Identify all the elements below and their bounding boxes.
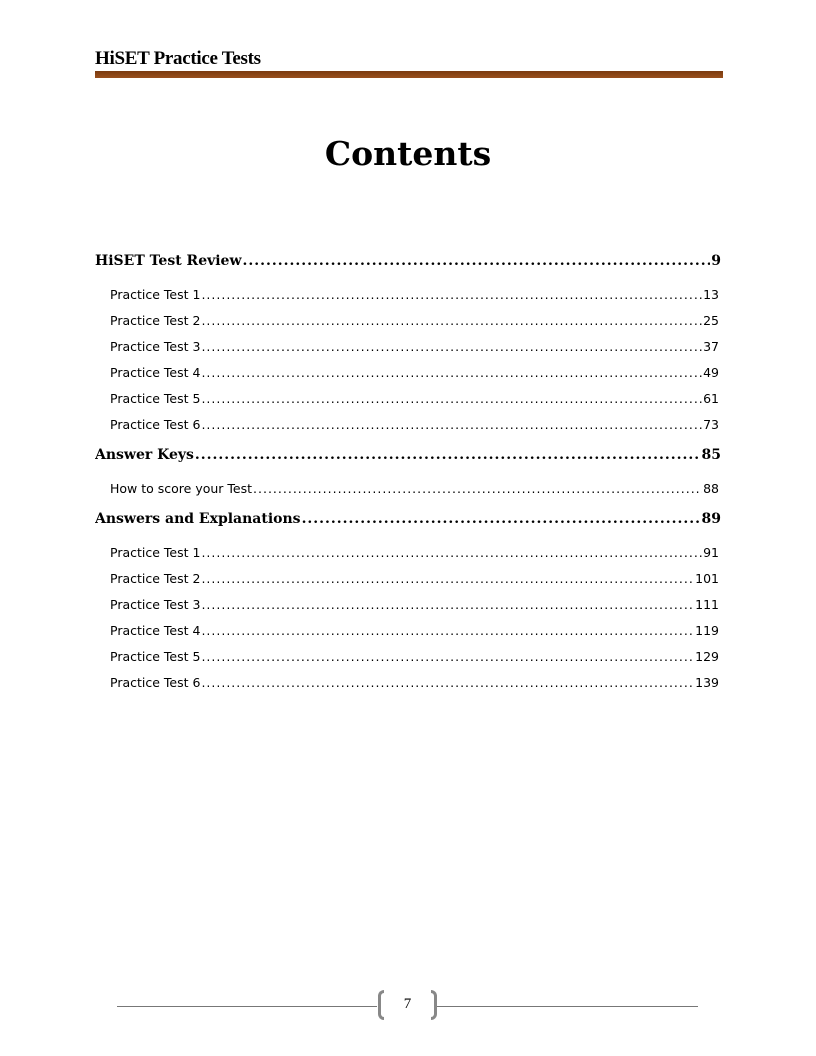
toc-entry-label: Practice Test 5	[110, 649, 201, 664]
dot-leader	[195, 444, 701, 466]
dot-leader	[201, 282, 702, 308]
toc-entry-label: Practice Test 1	[110, 545, 201, 560]
toc-entry-label: Practice Test 2	[110, 571, 201, 586]
right-bracket-icon	[431, 990, 437, 1020]
toc-subsection-entry[interactable]	[95, 282, 721, 308]
toc-entry-label: Answer Keys	[95, 447, 194, 463]
toc-entry-label: Practice Test 2	[110, 313, 201, 328]
toc-entry-page-number: 13	[703, 287, 719, 302]
toc-entry-label: Practice Test 6	[110, 417, 201, 432]
dot-leader	[201, 670, 694, 696]
toc-entry-label: Practice Test 3	[110, 597, 201, 612]
toc-section-entry[interactable]	[95, 250, 721, 272]
toc-entry-page-number: 129	[695, 649, 719, 664]
toc-entry-page-number: 89	[701, 511, 721, 527]
dot-leader	[201, 618, 694, 644]
dot-leader	[302, 508, 701, 530]
toc-entry-page-number: 111	[695, 597, 719, 612]
toc-entry-page-number: 139	[695, 675, 719, 690]
header-rule	[95, 71, 723, 78]
dot-leader	[201, 566, 694, 592]
toc-entry-label: Practice Test 1	[110, 287, 201, 302]
toc-entry-label: How to score your Test	[110, 481, 253, 496]
toc-entry-page-number: 73	[703, 417, 719, 432]
page-title: Contents	[324, 134, 492, 173]
toc-entry-page-number: 119	[695, 623, 719, 638]
toc-entry-label: HiSET Test Review	[95, 253, 242, 269]
toc-subsection-entry[interactable]	[95, 592, 721, 618]
dot-leader	[201, 412, 702, 438]
toc-subsection-entry[interactable]	[95, 670, 721, 696]
toc-entry-label: Practice Test 3	[110, 339, 201, 354]
dot-leader	[243, 250, 711, 272]
toc-section-entry[interactable]	[95, 508, 721, 530]
toc-entry-page-number: 85	[701, 447, 721, 463]
toc-subsection-entry[interactable]	[95, 566, 721, 592]
toc-entry-label: Answers and Explanations	[95, 511, 301, 527]
toc-subsection-entry[interactable]	[95, 644, 721, 670]
toc-entry-label: Practice Test 4	[110, 365, 201, 380]
toc-entry-label: Practice Test 6	[110, 675, 201, 690]
dot-leader	[201, 308, 702, 334]
table-of-contents	[95, 250, 721, 696]
toc-subsection-entry[interactable]	[95, 308, 721, 334]
footer-rule-left	[117, 1006, 377, 1007]
page-number: 7	[403, 996, 412, 1012]
toc-entry-page-number: 101	[695, 571, 719, 586]
toc-entry-page-number: 88	[703, 481, 719, 496]
toc-entry-label: Practice Test 4	[110, 623, 201, 638]
toc-subsection-entry[interactable]	[95, 476, 721, 502]
toc-section-entry[interactable]	[95, 444, 721, 466]
dot-leader	[201, 540, 702, 566]
toc-entry-page-number: 49	[703, 365, 719, 380]
toc-entry-label: Practice Test 5	[110, 391, 201, 406]
footer-rule-right	[437, 1006, 698, 1007]
toc-subsection-entry[interactable]	[95, 334, 721, 360]
dot-leader	[201, 386, 702, 412]
toc-entry-page-number: 37	[703, 339, 719, 354]
toc-subsection-entry[interactable]	[95, 360, 721, 386]
dot-leader	[253, 476, 702, 502]
toc-subsection-entry[interactable]	[95, 412, 721, 438]
toc-entry-page-number: 9	[711, 253, 721, 269]
dot-leader	[201, 334, 702, 360]
dot-leader	[201, 592, 694, 618]
toc-entry-page-number: 25	[703, 313, 719, 328]
toc-subsection-entry[interactable]	[95, 618, 721, 644]
toc-subsection-entry[interactable]	[95, 386, 721, 412]
dot-leader	[201, 360, 702, 386]
toc-subsection-entry[interactable]	[95, 540, 721, 566]
dot-leader	[201, 644, 694, 670]
running-header-title: HiSET Practice Tests	[95, 48, 261, 69]
toc-entry-page-number: 61	[703, 391, 719, 406]
toc-entry-page-number: 91	[703, 545, 719, 560]
